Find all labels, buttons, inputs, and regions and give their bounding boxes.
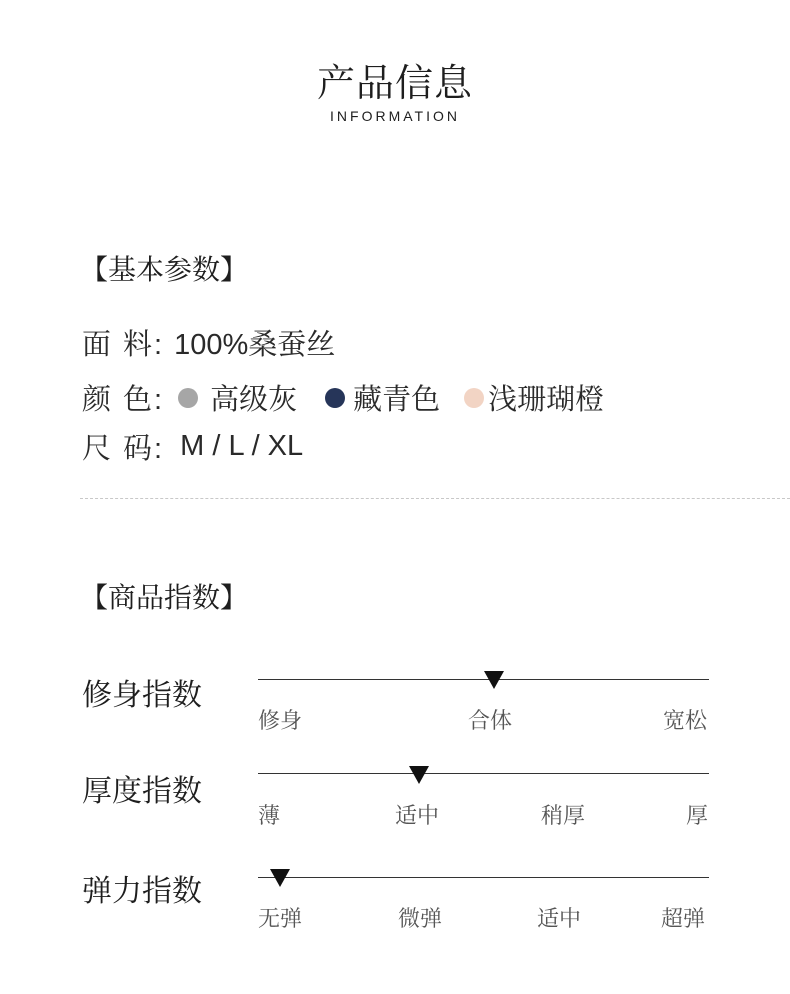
index-marker-elasticity — [270, 869, 290, 887]
color-name-gray: 高级灰 — [210, 384, 298, 416]
size-label: 尺 码: — [82, 433, 165, 465]
color-swatch-navy — [325, 388, 345, 408]
index-scale-line-elasticity — [258, 877, 709, 878]
color-label: 颜 色: — [82, 384, 165, 416]
tick-thickness-slightly-thick: 稍厚 — [541, 803, 586, 828]
index-label-thickness: 厚度指数 — [82, 775, 202, 808]
size-row — [82, 426, 303, 467]
section-divider — [80, 498, 790, 499]
page-title: 产品信息 — [316, 63, 473, 105]
color-row — [82, 377, 604, 418]
index-marker-thickness — [409, 766, 429, 784]
page-subtitle: INFORMATION — [330, 108, 460, 124]
tick-fit-loose: 宽松 — [663, 708, 708, 733]
tick-elasticity-none: 无弹 — [258, 906, 303, 931]
basic-params-title: 【基本参数】 — [80, 254, 249, 285]
tick-elasticity-super: 超弹 — [661, 906, 706, 931]
tick-thickness-medium: 适中 — [395, 803, 440, 828]
color-swatch-coral — [464, 388, 484, 408]
fabric-value: 100%桑蚕丝 — [174, 329, 336, 361]
index-label-fit: 修身指数 — [82, 679, 202, 712]
color-name-navy: 藏青色 — [353, 384, 441, 416]
fabric-label: 面 料: — [82, 329, 165, 361]
index-label-elasticity: 弹力指数 — [82, 875, 202, 908]
color-name-coral: 浅珊瑚橙 — [488, 384, 605, 416]
index-scale-line-thickness — [258, 773, 709, 774]
index-section-title: 【商品指数】 — [80, 582, 249, 613]
fabric-row — [82, 322, 335, 363]
tick-thickness-thin: 薄 — [258, 803, 281, 828]
tick-fit-slim: 修身 — [258, 708, 303, 733]
color-swatch-gray — [178, 388, 198, 408]
index-marker-fit — [484, 671, 504, 689]
tick-elasticity-medium: 适中 — [537, 906, 582, 931]
size-value: M / L / XL — [180, 430, 304, 462]
tick-thickness-thick: 厚 — [686, 803, 709, 828]
tick-fit-regular: 合体 — [468, 708, 513, 733]
tick-elasticity-slight: 微弹 — [398, 906, 443, 931]
